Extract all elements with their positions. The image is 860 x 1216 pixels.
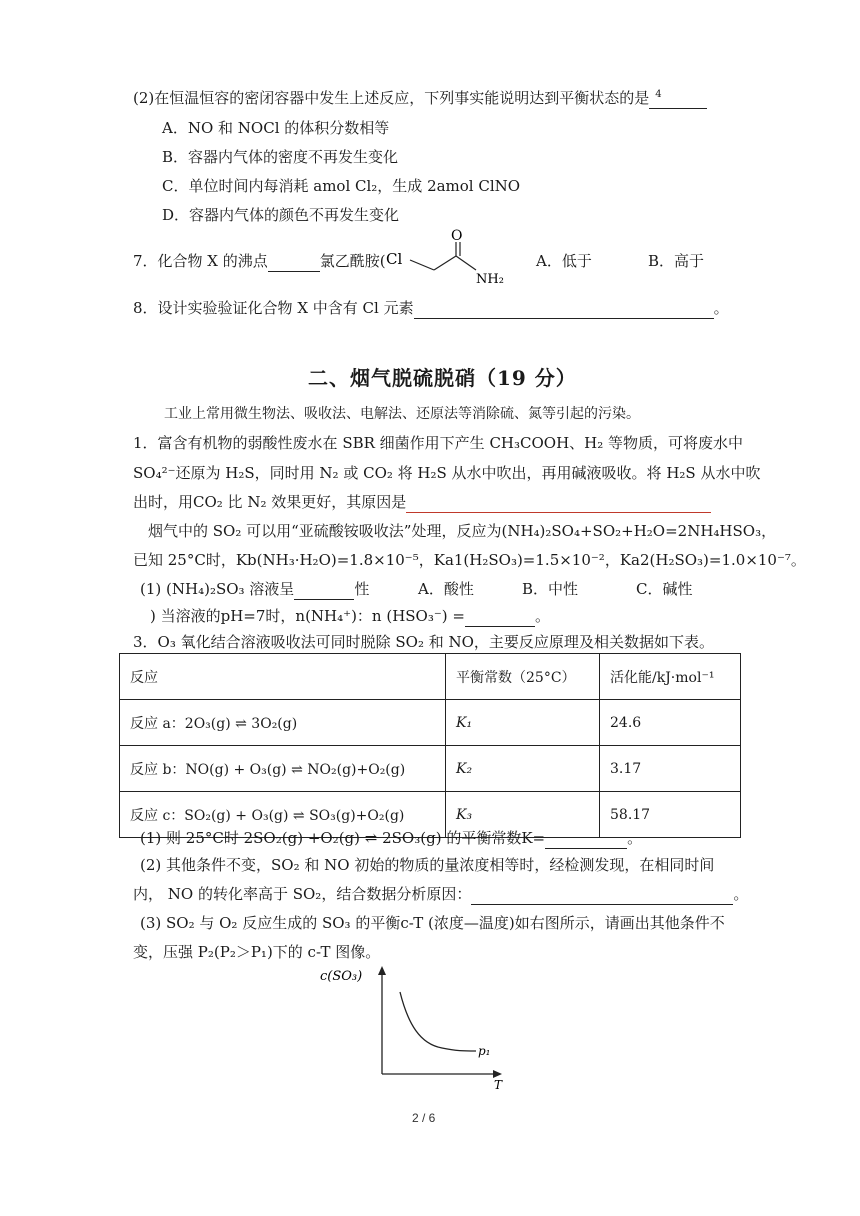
section-title: 二、烟气脱硫脱硝（19 分） [308, 366, 577, 390]
p2-line2: 已知 25°C时，Kb(NH₃·H₂O)=1.8×10⁻⁵，Ka1(H₂SO₃)=1.5×10⁻²，Ka2(H₂SO₃)=1.0×10⁻⁷。 [133, 551, 806, 569]
table-row [120, 746, 741, 792]
table-cell: K₃ [446, 792, 600, 838]
table-header: 平衡常数（25°C） [446, 654, 600, 700]
p2-q1-option-a: A．酸性 [418, 580, 474, 598]
after-q2-line1: (2) 其他条件不变，SO₂ 和 NO 初始的物质的量浓度相等时，经检测发现，在相同时间 [140, 856, 715, 874]
p2-q1-option-b: B．中性 [522, 580, 579, 598]
table-cell: 24.6 [600, 700, 741, 746]
q6-2-option-d: D．容器内气体的颜色不再发生变化 [162, 206, 400, 224]
reaction-table [119, 653, 741, 838]
table-header-row [120, 654, 741, 700]
q7-answer-blank[interactable] [268, 255, 320, 272]
arrow-up-icon [378, 966, 386, 975]
q7-option-a: A．低于 [536, 252, 592, 270]
q6-2-option-a: A．NO 和 NOCl 的体积分数相等 [162, 119, 390, 137]
table-cell: 反应 c：SO₂(g) + O₃(g) ⇌ SO₃(g)+O₂(g) [120, 792, 446, 838]
after-q3-line1: (3) SO₂ 与 O₂ 反应生成的 SO₃ 的平衡c-T (浓度—温度)如右图所示，请画出其他条件不 [140, 914, 725, 932]
page-number: 2 / 6 [412, 1111, 436, 1125]
arrow-right-icon [493, 1070, 502, 1078]
q6-2-option-b: B．容器内气体的密度不再发生变化 [162, 148, 399, 166]
table-row [120, 700, 741, 746]
q7-option-b: B．高于 [648, 252, 705, 270]
chloroacetamide-structure [386, 228, 526, 290]
o-atom: O [451, 228, 463, 244]
q8-stem: 8．设计实验验证化合物 X 中含有 Cl 元素 。 [133, 299, 729, 317]
graph-x-label: T [494, 1078, 503, 1092]
graph-y-label: c(SO₃) [320, 969, 363, 984]
p1-answer-blank[interactable] [406, 496, 711, 513]
p1-line3: 出时，用CO₂ 比 N₂ 效果更好，其原因是 [133, 491, 711, 513]
p3-line1: 3．O₃ 氧化结合溶液吸收法可同时脱除 SO₂ 和 NO，主要反应原理及相关数据如下表。 [133, 633, 714, 651]
p2-q1: (1) (NH₄)₂SO₃ 溶液呈 性 [140, 580, 370, 598]
p2-q2-answer-blank[interactable] [465, 610, 535, 627]
after-q1: (1) 则 25°C时 2SO₂(g) +O₂(g) ⇌ 2SO₃(g) 的平衡常数K= 。 [140, 829, 643, 847]
p1-line2: SO₄²⁻还原为 H₂S，同时用 N₂ 或 CO₂ 将 H₂S 从水中吹出，再用碱液吸收。将 H₂S 从水中吹 [133, 464, 761, 482]
table-cell: 3.17 [600, 746, 741, 792]
table-header: 反应 [120, 654, 446, 700]
p1-line1: 1．富含有机物的弱酸性废水在 SBR 细菌作用下产生 CH₃COOH、H₂ 等物质，可将废水中 [133, 434, 744, 452]
after-q3-line2: 变，压强 P₂(P₂＞P₁)下的 c-T 图像。 [133, 943, 381, 961]
after-q2-answer-blank[interactable] [471, 888, 733, 905]
cl-atom: Cl [386, 250, 403, 268]
after-q1-answer-blank[interactable] [545, 832, 627, 849]
section-intro: 工业上常用微生物法、吸收法、电解法、还原法等消除硫、氮等引起的污染。 [164, 406, 640, 422]
table-header: 活化能/kJ·mol⁻¹ [600, 654, 741, 700]
q6-2-stem: (2)在恒温恒容的密闭容器中发生上述反应，下列事实能说明达到平衡状态的是 4 [133, 87, 707, 109]
q7-stem: 7．化合物 X 的沸点 氯乙酰胺( [133, 252, 386, 270]
after-q2-line2: 内， NO 的转化率高于 SO₂，结合数据分析原因： 。 [133, 885, 749, 903]
table-cell: 58.17 [600, 792, 741, 838]
answer-mark: 4 [655, 89, 662, 100]
p2-q1-option-c: C．碱性 [636, 580, 693, 598]
nh2-group: NH₂ [476, 272, 504, 287]
table-cell: K₂ [446, 746, 600, 792]
ct-graph [318, 962, 518, 1092]
p2-line1: 烟气中的 SO₂ 可以用“亚硫酸铵吸收法”处理，反应为(NH₄)₂SO₄+SO₂+H₂O=2NH₄HSO₃， [148, 522, 777, 540]
q6-2-answer-blank[interactable] [649, 89, 707, 109]
p2-q1-answer-blank[interactable] [294, 583, 354, 600]
table-cell: K₁ [446, 700, 600, 746]
graph-curve-label: p₁ [478, 1044, 491, 1058]
p2-q2: ) 当溶液的pH=7时，n(NH₄⁺)：n (HSO₃⁻) = 。 [150, 607, 550, 625]
q8-answer-blank[interactable] [414, 302, 714, 319]
q6-2-option-c: C．单位时间内每消耗 amol Cl₂，生成 2amol ClNO [162, 177, 521, 195]
table-cell: 反应 b：NO(g) + O₃(g) ⇌ NO₂(g)+O₂(g) [120, 746, 446, 792]
table-cell: 反应 a：2O₃(g) ⇌ 3O₂(g) [120, 700, 446, 746]
graph-curve-p1 [400, 992, 476, 1051]
